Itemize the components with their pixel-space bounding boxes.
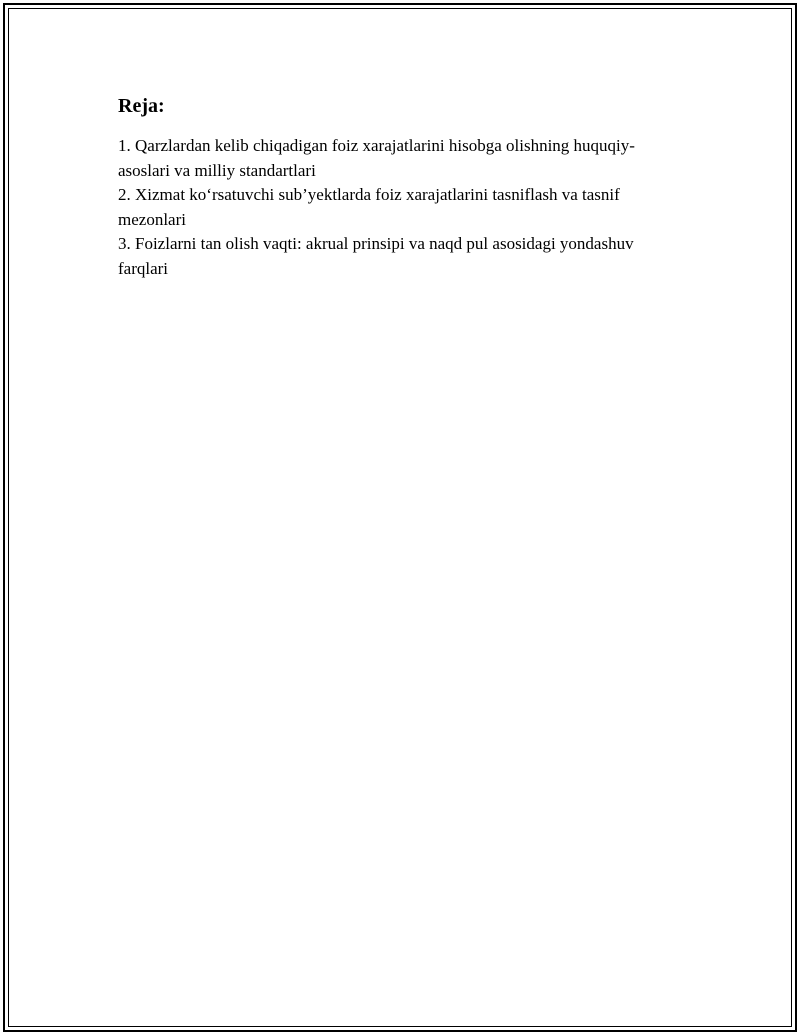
page-content xyxy=(118,93,683,281)
plan-item-1: 1. Qarzlardan kelib chiqadigan foiz xarajatlarini hisobga olishning huquqiy-asoslari va milliy standartlari xyxy=(118,136,635,180)
plan-item-2: 2. Xizmat ko‘rsatuvchi sub’yektlarda foiz xarajatlarini tasniflash va tasnif mezonlari xyxy=(118,185,620,229)
plan-heading: Reja: xyxy=(118,95,165,117)
plan-item-3: 3. Foizlarni tan olish vaqti: akrual prinsipi va naqd pul asosidagi yondashuv farqlari xyxy=(118,234,634,278)
plan-list xyxy=(118,134,683,281)
